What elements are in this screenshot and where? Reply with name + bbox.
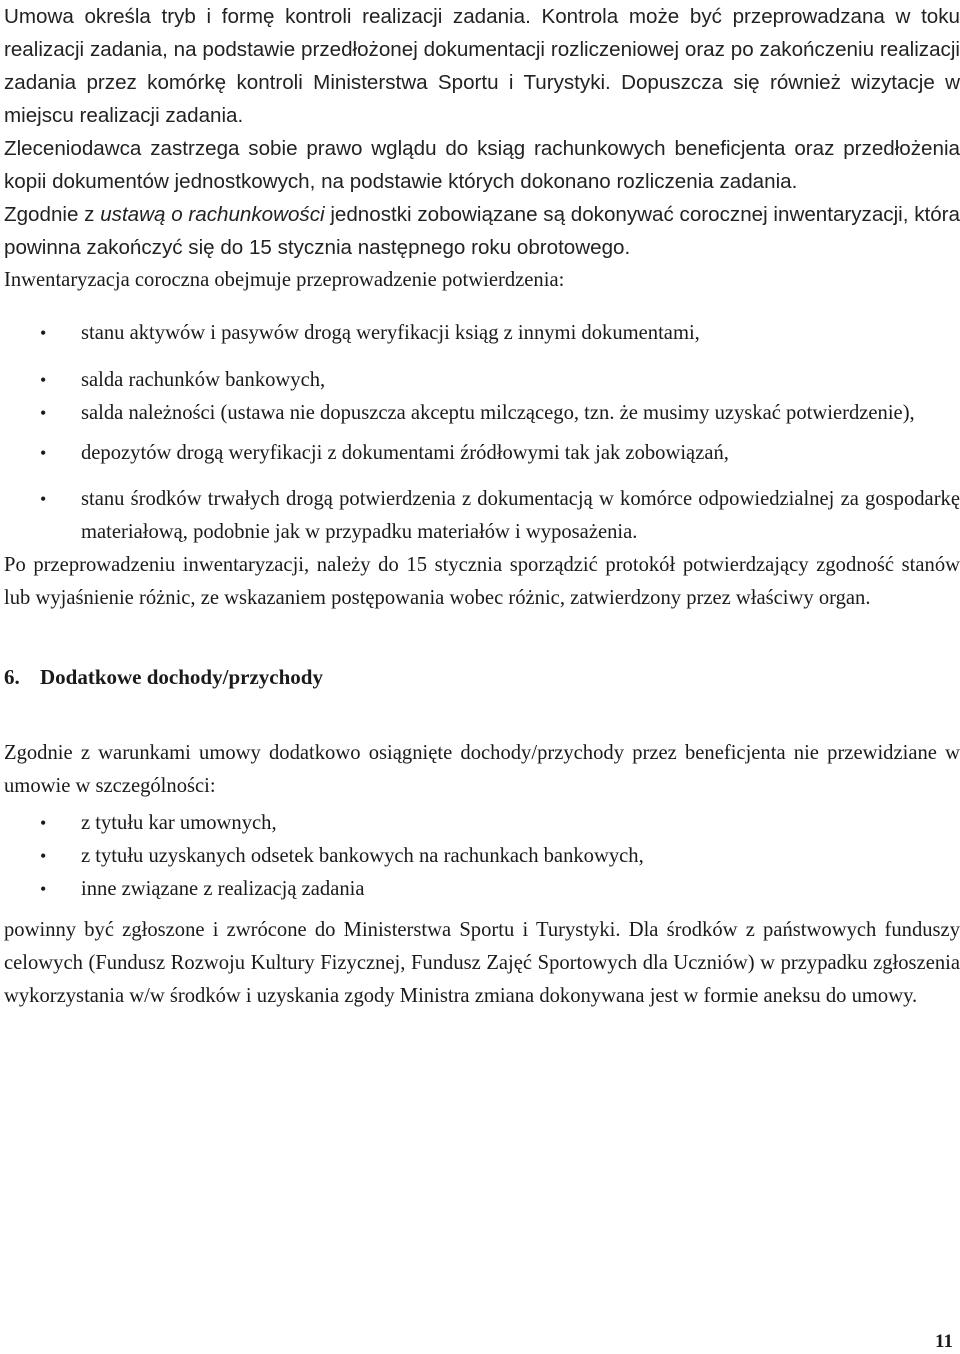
bullet-icon: • [40, 370, 47, 390]
income-list [4, 807, 960, 906]
list-item [4, 317, 960, 350]
bullet-icon: • [40, 443, 47, 463]
bullet-icon: • [40, 323, 47, 343]
list-item-text: z tytułu uzyskanych odsetek bankowych na rachunkach bankowych, [81, 845, 644, 867]
list-item-text: stanu środków trwałych drogą potwierdzenia z dokumentacją w komórce odpowiedzialnej za gospodarkę materiałową, podobnie jak w przypadku materiałów i wyposażenia. [81, 488, 960, 543]
list-item-text: z tytułu kar umownych, [81, 812, 277, 834]
paragraph-control-mode: Umowa określa tryb i formę kontroli realizacji zadania. Kontrola może być przeprowadzana w toku realizacji zadania, na podstawie przedłożonej dokumentacji rozliczeniowej oraz po zakończeniu realizacji zadania przez komórkę kontroli Ministerstwa Sportu i Turystyki. Dopuszcza się również wizytacje w miejscu realizacji zadania. [4, 5, 960, 127]
bullet-icon: • [40, 879, 47, 899]
list-item-text: inne związane z realizacją zadania [81, 878, 365, 900]
list-item [4, 437, 960, 470]
paragraph-additional-income: Zgodnie z warunkami umowy dodatkowo osiągnięte dochody/przychody przez beneficjenta nie przewidziane w umowie w szczególności: [4, 742, 960, 797]
list-item-text: depozytów drogą weryfikacji z dokumentami źródłowymi tak jak zobowiązań, [81, 442, 729, 464]
list-item [4, 397, 960, 430]
section-title: Dodatkowe dochody/przychody [40, 665, 323, 689]
page-number: 11 [935, 1331, 953, 1352]
list-item-text: salda należności (ustawa nie dopuszcza akceptu milczącego, tzn. że musimy uzyskać potwierdzenie), [81, 402, 915, 424]
bullet-icon: • [40, 489, 47, 509]
paragraph-accounting-books: Zleceniodawca zastrzega sobie prawo wglądu do ksiąg rachunkowych beneficjenta oraz przedłożenia kopii dokumentów jednostkowych, na podstawie których dokonano rozliczenia zadania. [4, 137, 960, 193]
paragraph-inventory-protocol: Po przeprowadzeniu inwentaryzacji, należy do 15 stycznia sporządzić protokół potwierdzający zgodność stanów lub wyjaśnienie różnic, ze wskazaniem postępowania wobec różnic, zatwierdzony przez właściwy organ. [4, 554, 960, 609]
list-item [4, 873, 960, 906]
paragraph-inventory-law-start: Zgodnie z [4, 203, 101, 226]
bullet-icon: • [40, 846, 47, 866]
paragraph-inventory-scope: Inwentaryzacja coroczna obejmuje przeprowadzenie potwierdzenia: [4, 269, 565, 291]
list-item-text: salda rachunków bankowych, [81, 369, 326, 391]
list-item [4, 364, 960, 397]
section-number: 6. [4, 665, 20, 689]
document-page [4, 0, 960, 1013]
paragraph-inventory-law [4, 198, 960, 264]
bullet-icon: • [40, 813, 47, 833]
paragraph-inventory-law-end: jednostki zobowiązane są dokonywać corocznej inwentaryzacji, która powinna zakończyć się do 15 stycznia następnego roku obrotowego. [4, 203, 960, 259]
law-title: ustawą o rachunkowości [100, 203, 325, 226]
list-item-text: stanu aktywów i pasywów drogą weryfikacji ksiąg z innymi dokumentami, [81, 322, 700, 344]
list-item [4, 483, 960, 549]
section-heading [4, 661, 960, 694]
bullet-icon: • [40, 403, 47, 423]
list-item [4, 840, 960, 873]
inventory-list [4, 317, 960, 549]
paragraph-refund: powinny być zgłoszone i zwrócone do Ministerstwa Sportu i Turystyki. Dla środków z państwowych funduszy celowych (Fundusz Rozwoju Kultury Fizycznej, Fundusz Zajęć Sportowych dla Uczniów) w przypadku zgłoszenia wykorzystania w/w środków i uzyskania zgody Ministra zmiana dokonywana jest w formie aneksu do umowy. [4, 919, 960, 1007]
list-item [4, 807, 960, 840]
